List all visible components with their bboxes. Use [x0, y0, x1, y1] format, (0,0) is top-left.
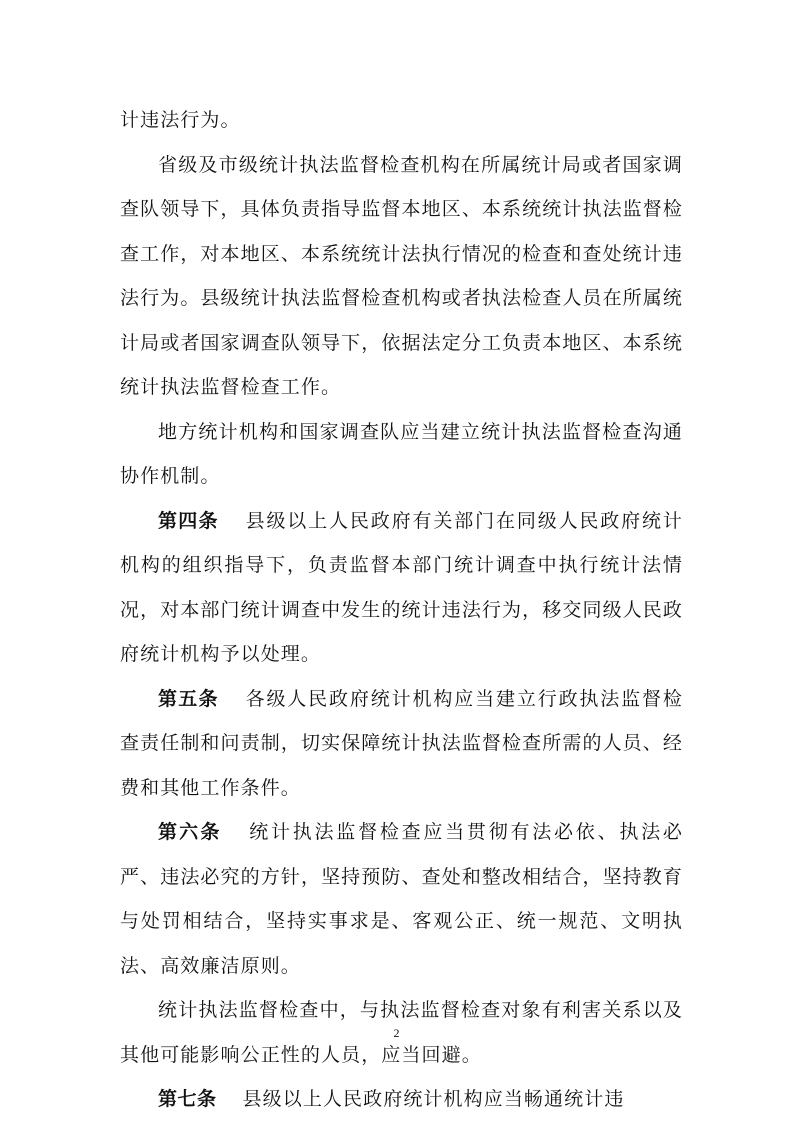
paragraph-text: 计违法行为。: [120, 109, 241, 131]
article-heading: 第五条: [158, 687, 219, 710]
article-heading: 第七条: [158, 1088, 217, 1110]
document-page: [120, 98, 683, 1122]
article-text: 县级以上人民政府统计机构应当畅通统计违: [242, 1088, 625, 1110]
article-7: [120, 1077, 683, 1122]
paragraph-text: 省级及市级统计执法监督检查机构在所属统计局或者国家调查队领导下，具体负责指导监督本地区、本系统统计执法监督检查工作，对本地区、本系统统计法执行情况的检查和查处统计违法行为。县级统计执法监督检查机构或者执法检查人员在所属统计局或者国家调查队领导下，依据法定分工负责本地区、本系统统计执法监督检查工作。: [120, 153, 683, 398]
article-heading: 第六条: [158, 821, 222, 843]
article-text: 县级以上人民政府有关部门在同级人民政府统计机构的组织指导下，负责监督本部门统计调查中执行统计法情况，对本部门统计调查中发生的统计违法行为，移交同级人民政府统计机构予以处理。: [120, 509, 683, 665]
page-number: 2: [393, 1026, 400, 1040]
article-text: 各级人民政府统计机构应当建立行政执法监督检查责任制和问责制，切实保障统计执法监督检查所需的人员、经费和其他工作条件。: [120, 687, 683, 799]
article-6: [120, 810, 683, 988]
paragraph-continuation: [120, 98, 683, 143]
article-text: 统计执法监督检查应当贯彻有法必依、执法必严、违法必究的方针，坚持预防、查处和整改相结合，坚持教育与处罚相结合，坚持实事求是、客观公正、统一规范、文明执法、高效廉洁原则。: [120, 821, 683, 977]
article-4: [120, 499, 683, 677]
paragraph-coordination: [120, 410, 683, 499]
paragraph-text: 地方统计机构和国家调查队应当建立统计执法监督检查沟通协作机制。: [120, 420, 683, 487]
article-5: [120, 677, 683, 811]
paragraph-provincial-agencies: [120, 143, 683, 410]
article-heading: 第四条: [158, 509, 219, 532]
paragraph-text: 统计执法监督检查中，与执法监督检查对象有利害关系以及其他可能影响公正性的人员，应当回避。: [120, 999, 683, 1066]
